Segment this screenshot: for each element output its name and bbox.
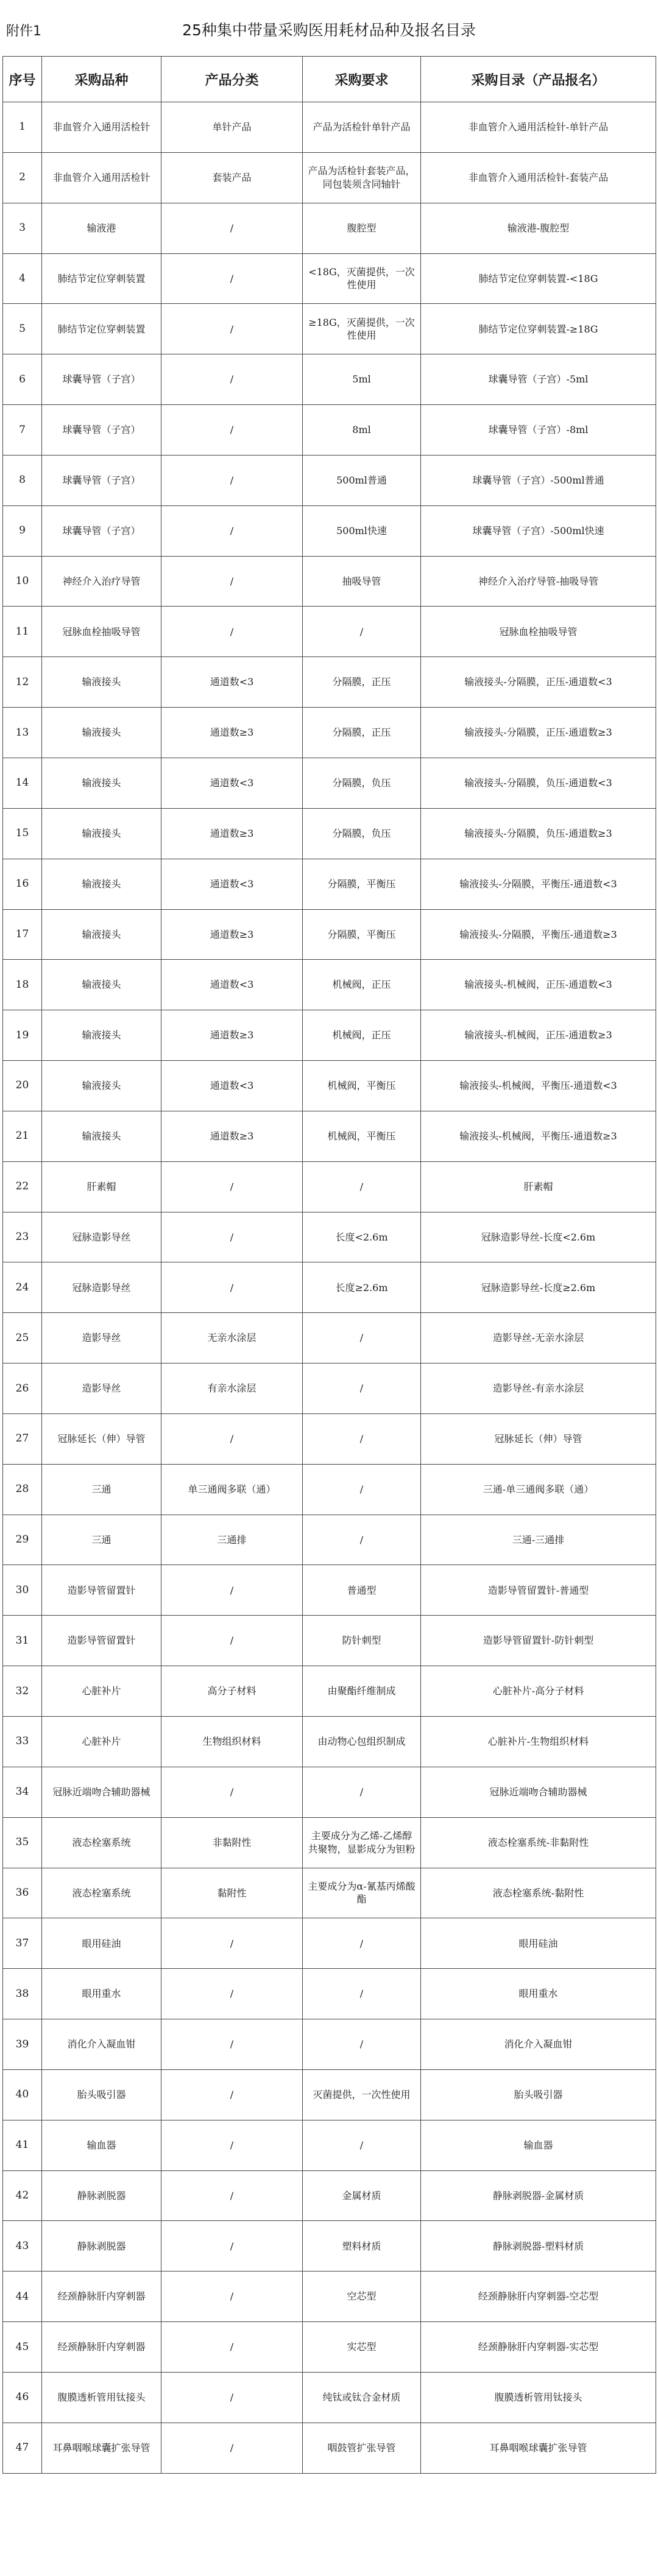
cell-requirement: 主要成分为α-氰基丙烯酸酯	[303, 1868, 421, 1918]
cell-category: /	[161, 1918, 303, 1969]
cell-index: 12	[3, 657, 42, 708]
cell-requirement: 抽吸导管	[303, 556, 421, 607]
cell-catalog: 输液港-腹腔型	[421, 203, 656, 253]
cell-catalog: 经颈静脉肝内穿刺器-空芯型	[421, 2272, 656, 2322]
cell-category: /	[161, 1212, 303, 1262]
cell-variety: 三通	[42, 1515, 161, 1565]
cell-index: 31	[3, 1616, 42, 1666]
table-row	[3, 354, 656, 405]
cell-variety: 输液接头	[42, 960, 161, 1010]
table-row	[3, 405, 656, 456]
cell-category: 有亲水涂层	[161, 1364, 303, 1414]
cell-requirement: /	[303, 1313, 421, 1364]
table-body	[3, 102, 656, 2474]
cell-category: /	[161, 405, 303, 456]
table-row	[3, 1717, 656, 1767]
cell-category: /	[161, 2120, 303, 2170]
cell-requirement: 咽鼓管扩张导管	[303, 2423, 421, 2473]
cell-index: 9	[3, 505, 42, 556]
cell-catalog: 冠脉造影导丝-长度≥2.6m	[421, 1262, 656, 1313]
table-row	[3, 1313, 656, 1364]
cell-index: 27	[3, 1413, 42, 1464]
cell-catalog: 冠脉延长（伸）导管	[421, 1413, 656, 1464]
cell-requirement: 分隔膜，负压	[303, 808, 421, 859]
table-row	[3, 556, 656, 607]
cell-category: /	[161, 253, 303, 304]
cell-category: 通道数<3	[161, 758, 303, 808]
cell-catalog: 输液接头-分隔膜，负压-通道数<3	[421, 758, 656, 808]
cell-index: 38	[3, 1969, 42, 2019]
cell-requirement: 腹腔型	[303, 203, 421, 253]
cell-catalog: 经颈静脉肝内穿刺器-实芯型	[421, 2322, 656, 2373]
cell-category: /	[161, 2322, 303, 2373]
cell-index: 17	[3, 909, 42, 960]
cell-requirement: 500ml普通	[303, 455, 421, 505]
cell-catalog: 胎头吸引器	[421, 2069, 656, 2120]
cell-category: /	[161, 607, 303, 657]
cell-variety: 肺结节定位穿刺装置	[42, 304, 161, 354]
cell-requirement: /	[303, 1767, 421, 1817]
cell-index: 46	[3, 2372, 42, 2423]
cell-catalog: 冠脉造影导丝-长度<2.6m	[421, 1212, 656, 1262]
cell-catalog: 造影导丝-无亲水涂层	[421, 1313, 656, 1364]
cell-requirement: 分隔膜，正压	[303, 657, 421, 708]
cell-requirement: 实芯型	[303, 2322, 421, 2373]
cell-index: 4	[3, 253, 42, 304]
column-header-catalog: 采购目录（产品报名）	[421, 57, 656, 102]
cell-category: /	[161, 203, 303, 253]
cell-requirement: 长度≥2.6m	[303, 1262, 421, 1313]
cell-catalog: 液态栓塞系统-非黏附性	[421, 1817, 656, 1868]
table-row	[3, 102, 656, 153]
cell-catalog: 心脏补片-高分子材料	[421, 1666, 656, 1717]
cell-requirement: 防针刺型	[303, 1616, 421, 1666]
cell-catalog: 输液接头-分隔膜，负压-通道数≥3	[421, 808, 656, 859]
cell-category: 无亲水涂层	[161, 1313, 303, 1364]
cell-catalog: 输血器	[421, 2120, 656, 2170]
cell-category: 黏附性	[161, 1868, 303, 1918]
cell-requirement: 灭菌提供，一次性使用	[303, 2069, 421, 2120]
cell-index: 33	[3, 1717, 42, 1767]
cell-index: 29	[3, 1515, 42, 1565]
cell-index: 19	[3, 1010, 42, 1061]
cell-index: 2	[3, 152, 42, 203]
cell-index: 8	[3, 455, 42, 505]
cell-category: 单针产品	[161, 102, 303, 153]
table-row	[3, 1666, 656, 1717]
cell-variety: 消化介入凝血钳	[42, 2019, 161, 2070]
cell-category: 生物组织材料	[161, 1717, 303, 1767]
table-row	[3, 2272, 656, 2322]
table-row	[3, 1868, 656, 1918]
table-row	[3, 2120, 656, 2170]
cell-requirement: 机械阀，平衡压	[303, 1111, 421, 1161]
cell-catalog: 输液接头-分隔膜，平衡压-通道数<3	[421, 859, 656, 909]
table-row	[3, 2221, 656, 2272]
cell-variety: 输液接头	[42, 1010, 161, 1061]
cell-variety: 静脉剥脱器	[42, 2170, 161, 2221]
cell-requirement: 空芯型	[303, 2272, 421, 2322]
table-row	[3, 758, 656, 808]
cell-requirement: 金属材质	[303, 2170, 421, 2221]
cell-catalog: 非血管介入通用活检针-套装产品	[421, 152, 656, 203]
cell-category: 通道数<3	[161, 859, 303, 909]
cell-category: /	[161, 1413, 303, 1464]
cell-catalog: 肺结节定位穿刺装置-<18G	[421, 253, 656, 304]
cell-category: 单三通阀多联（通）	[161, 1464, 303, 1515]
cell-index: 41	[3, 2120, 42, 2170]
cell-category: /	[161, 2170, 303, 2221]
cell-index: 23	[3, 1212, 42, 1262]
cell-index: 47	[3, 2423, 42, 2473]
cell-catalog: 输液接头-机械阀，正压-通道数≥3	[421, 1010, 656, 1061]
cell-catalog: 静脉剥脱器-塑料材质	[421, 2221, 656, 2272]
cell-category: /	[161, 354, 303, 405]
cell-catalog: 球囊导管（子宫）-8ml	[421, 405, 656, 456]
cell-variety: 输血器	[42, 2120, 161, 2170]
cell-catalog: 眼用硅油	[421, 1918, 656, 1969]
cell-catalog: 球囊导管（子宫）-500ml普通	[421, 455, 656, 505]
table-row	[3, 2170, 656, 2221]
cell-index: 36	[3, 1868, 42, 1918]
cell-requirement: 塑料材质	[303, 2221, 421, 2272]
cell-category: /	[161, 2069, 303, 2120]
cell-index: 32	[3, 1666, 42, 1717]
cell-catalog: 球囊导管（子宫）-500ml快速	[421, 505, 656, 556]
cell-catalog: 耳鼻咽喉球囊扩张导管	[421, 2423, 656, 2473]
cell-variety: 心脏补片	[42, 1717, 161, 1767]
cell-variety: 输液接头	[42, 859, 161, 909]
cell-variety: 冠脉血栓抽吸导管	[42, 607, 161, 657]
cell-variety: 输液接头	[42, 909, 161, 960]
cell-index: 43	[3, 2221, 42, 2272]
cell-requirement: 机械阀，正压	[303, 1010, 421, 1061]
cell-category: /	[161, 1767, 303, 1817]
cell-variety: 心脏补片	[42, 1666, 161, 1717]
cell-requirement: ≥18G，灭菌提供，一次性使用	[303, 304, 421, 354]
cell-category: /	[161, 2272, 303, 2322]
table-row	[3, 1767, 656, 1817]
cell-category: /	[161, 2221, 303, 2272]
cell-catalog: 冠脉近端吻合辅助器械	[421, 1767, 656, 1817]
cell-category: /	[161, 1969, 303, 2019]
table-row	[3, 2019, 656, 2070]
cell-variety: 眼用硅油	[42, 1918, 161, 1969]
cell-category: 非黏附性	[161, 1817, 303, 1868]
table-row	[3, 203, 656, 253]
cell-variety: 冠脉造影导丝	[42, 1262, 161, 1313]
cell-category: /	[161, 304, 303, 354]
cell-variety: 球囊导管（子宫）	[42, 354, 161, 405]
cell-index: 14	[3, 758, 42, 808]
cell-index: 42	[3, 2170, 42, 2221]
cell-requirement: 由聚酯纤维制成	[303, 1666, 421, 1717]
cell-requirement: 主要成分为乙烯-乙烯醇共聚物，显影成分为钽粉	[303, 1817, 421, 1868]
cell-requirement: 5ml	[303, 354, 421, 405]
table-row	[3, 152, 656, 203]
cell-index: 1	[3, 102, 42, 153]
cell-variety: 造影导管留置针	[42, 1565, 161, 1616]
cell-variety: 肝素帽	[42, 1161, 161, 1212]
cell-category: /	[161, 1161, 303, 1212]
cell-requirement: 机械阀，平衡压	[303, 1061, 421, 1111]
cell-variety: 耳鼻咽喉球囊扩张导管	[42, 2423, 161, 2473]
table-row	[3, 1817, 656, 1868]
cell-catalog: 肺结节定位穿刺装置-≥18G	[421, 304, 656, 354]
cell-variety: 冠脉延长（伸）导管	[42, 1413, 161, 1464]
cell-variety: 经颈静脉肝内穿刺器	[42, 2272, 161, 2322]
cell-catalog: 消化介入凝血钳	[421, 2019, 656, 2070]
cell-variety: 球囊导管（子宫）	[42, 405, 161, 456]
table-row	[3, 2322, 656, 2373]
annex-label: 附件1	[6, 24, 41, 39]
column-header-index: 序号	[3, 57, 42, 102]
cell-catalog: 造影导丝-有亲水涂层	[421, 1364, 656, 1414]
cell-variety: 三通	[42, 1464, 161, 1515]
cell-variety: 冠脉造影导丝	[42, 1212, 161, 1262]
cell-index: 7	[3, 405, 42, 456]
cell-category: /	[161, 505, 303, 556]
cell-catalog: 冠脉血栓抽吸导管	[421, 607, 656, 657]
cell-catalog: 三通-三通排	[421, 1515, 656, 1565]
cell-index: 30	[3, 1565, 42, 1616]
cell-category: /	[161, 1262, 303, 1313]
cell-index: 44	[3, 2272, 42, 2322]
cell-category: 三通排	[161, 1515, 303, 1565]
cell-catalog: 球囊导管（子宫）-5ml	[421, 354, 656, 405]
cell-requirement: /	[303, 1515, 421, 1565]
cell-catalog: 输液接头-分隔膜，正压-通道数<3	[421, 657, 656, 708]
cell-index: 11	[3, 607, 42, 657]
cell-index: 15	[3, 808, 42, 859]
cell-requirement: 8ml	[303, 405, 421, 456]
cell-requirement: 由动物心包组织制成	[303, 1717, 421, 1767]
cell-variety: 非血管介入通用活检针	[42, 152, 161, 203]
cell-category: 套装产品	[161, 152, 303, 203]
table-row	[3, 505, 656, 556]
cell-variety: 神经介入治疗导管	[42, 556, 161, 607]
cell-requirement: 产品为活检针套装产品，同包装须含同轴针	[303, 152, 421, 203]
table-row	[3, 1969, 656, 2019]
cell-variety: 球囊导管（子宫）	[42, 455, 161, 505]
table-row	[3, 1061, 656, 1111]
cell-index: 21	[3, 1111, 42, 1161]
cell-requirement: 机械阀，正压	[303, 960, 421, 1010]
cell-variety: 液态栓塞系统	[42, 1868, 161, 1918]
cell-variety: 造影导丝	[42, 1313, 161, 1364]
cell-requirement: /	[303, 2120, 421, 2170]
document-header	[0, 0, 658, 56]
column-header-category: 产品分类	[161, 57, 303, 102]
table-row	[3, 455, 656, 505]
cell-requirement: 500ml快速	[303, 505, 421, 556]
table-row	[3, 1616, 656, 1666]
cell-category: /	[161, 1565, 303, 1616]
cell-variety: 球囊导管（子宫）	[42, 505, 161, 556]
table-row	[3, 304, 656, 354]
table-row	[3, 2069, 656, 2120]
document-title: 25种集中带量采购医用耗材品种及报名目录	[182, 21, 476, 39]
cell-index: 26	[3, 1364, 42, 1414]
cell-catalog: 肝素帽	[421, 1161, 656, 1212]
cell-index: 45	[3, 2322, 42, 2373]
cell-catalog: 心脏补片-生物组织材料	[421, 1717, 656, 1767]
table-row	[3, 1262, 656, 1313]
cell-catalog: 输液接头-机械阀，平衡压-通道数≥3	[421, 1111, 656, 1161]
cell-variety: 经颈静脉肝内穿刺器	[42, 2322, 161, 2373]
cell-category: 通道数≥3	[161, 1010, 303, 1061]
cell-category: 通道数≥3	[161, 1111, 303, 1161]
cell-requirement: 分隔膜，正压	[303, 708, 421, 758]
cell-catalog: 腹膜透析管用钛接头	[421, 2372, 656, 2423]
cell-variety: 静脉剥脱器	[42, 2221, 161, 2272]
table-row	[3, 1413, 656, 1464]
cell-catalog: 造影导管留置针-防针刺型	[421, 1616, 656, 1666]
cell-index: 20	[3, 1061, 42, 1111]
table-row	[3, 1364, 656, 1414]
table-row	[3, 1918, 656, 1969]
cell-catalog: 静脉剥脱器-金属材质	[421, 2170, 656, 2221]
cell-catalog: 眼用重水	[421, 1969, 656, 2019]
table-row	[3, 1212, 656, 1262]
cell-index: 3	[3, 203, 42, 253]
cell-variety: 输液接头	[42, 657, 161, 708]
cell-requirement: 普通型	[303, 1565, 421, 1616]
table-row	[3, 253, 656, 304]
cell-requirement: /	[303, 1918, 421, 1969]
cell-requirement: /	[303, 2019, 421, 2070]
cell-catalog: 液态栓塞系统-黏附性	[421, 1868, 656, 1918]
table-row	[3, 1161, 656, 1212]
cell-category: /	[161, 2372, 303, 2423]
cell-index: 16	[3, 859, 42, 909]
table-row	[3, 657, 656, 708]
cell-catalog: 输液接头-分隔膜，平衡压-通道数≥3	[421, 909, 656, 960]
table-row	[3, 708, 656, 758]
cell-category: /	[161, 2423, 303, 2473]
cell-variety: 冠脉近端吻合辅助器械	[42, 1767, 161, 1817]
cell-variety: 胎头吸引器	[42, 2069, 161, 2120]
cell-index: 6	[3, 354, 42, 405]
table-row	[3, 1010, 656, 1061]
table-row	[3, 2372, 656, 2423]
cell-index: 10	[3, 556, 42, 607]
cell-requirement: /	[303, 1161, 421, 1212]
cell-requirement: /	[303, 1464, 421, 1515]
cell-variety: 输液接头	[42, 758, 161, 808]
cell-category: 通道数<3	[161, 960, 303, 1010]
cell-category: /	[161, 556, 303, 607]
cell-variety: 造影导管留置针	[42, 1616, 161, 1666]
cell-index: 34	[3, 1767, 42, 1817]
cell-catalog: 神经介入治疗导管-抽吸导管	[421, 556, 656, 607]
cell-index: 18	[3, 960, 42, 1010]
table-row	[3, 859, 656, 909]
cell-index: 40	[3, 2069, 42, 2120]
cell-index: 22	[3, 1161, 42, 1212]
cell-catalog: 非血管介入通用活检针-单针产品	[421, 102, 656, 153]
cell-requirement: <18G，灭菌提供，一次性使用	[303, 253, 421, 304]
procurement-catalog-table	[2, 56, 656, 2474]
cell-category: /	[161, 1616, 303, 1666]
table-row	[3, 1111, 656, 1161]
cell-category: 高分子材料	[161, 1666, 303, 1717]
table-row	[3, 1565, 656, 1616]
cell-category: /	[161, 2019, 303, 2070]
cell-category: 通道数<3	[161, 657, 303, 708]
cell-requirement: 产品为活检针单针产品	[303, 102, 421, 153]
cell-index: 25	[3, 1313, 42, 1364]
cell-requirement: 纯钛或钛合金材质	[303, 2372, 421, 2423]
cell-category: 通道数≥3	[161, 708, 303, 758]
cell-catalog: 输液接头-分隔膜，正压-通道数≥3	[421, 708, 656, 758]
cell-category: /	[161, 455, 303, 505]
cell-variety: 腹膜透析管用钛接头	[42, 2372, 161, 2423]
table-row	[3, 1515, 656, 1565]
cell-requirement: /	[303, 1413, 421, 1464]
cell-requirement: /	[303, 607, 421, 657]
cell-catalog: 三通-单三通阀多联（通）	[421, 1464, 656, 1515]
cell-variety: 输液接头	[42, 1111, 161, 1161]
table-header-row	[3, 57, 656, 102]
cell-variety: 输液接头	[42, 808, 161, 859]
cell-variety: 输液接头	[42, 708, 161, 758]
cell-variety: 液态栓塞系统	[42, 1817, 161, 1868]
cell-index: 39	[3, 2019, 42, 2070]
table-row	[3, 909, 656, 960]
cell-index: 5	[3, 304, 42, 354]
cell-requirement: 分隔膜，负压	[303, 758, 421, 808]
cell-variety: 输液港	[42, 203, 161, 253]
cell-variety: 非血管介入通用活检针	[42, 102, 161, 153]
table-row	[3, 808, 656, 859]
cell-index: 37	[3, 1918, 42, 1969]
cell-requirement: 长度<2.6m	[303, 1212, 421, 1262]
cell-requirement: /	[303, 1364, 421, 1414]
cell-catalog: 造影导管留置针-普通型	[421, 1565, 656, 1616]
cell-variety: 肺结节定位穿刺装置	[42, 253, 161, 304]
cell-requirement: /	[303, 1969, 421, 2019]
column-header-requirement: 采购要求	[303, 57, 421, 102]
cell-catalog: 输液接头-机械阀，正压-通道数<3	[421, 960, 656, 1010]
cell-requirement: 分隔膜，平衡压	[303, 909, 421, 960]
cell-requirement: 分隔膜，平衡压	[303, 859, 421, 909]
cell-catalog: 输液接头-机械阀，平衡压-通道数<3	[421, 1061, 656, 1111]
cell-category: 通道数<3	[161, 1061, 303, 1111]
table-row	[3, 607, 656, 657]
cell-index: 28	[3, 1464, 42, 1515]
cell-variety: 造影导丝	[42, 1364, 161, 1414]
column-header-variety: 采购品种	[42, 57, 161, 102]
cell-variety: 输液接头	[42, 1061, 161, 1111]
cell-variety: 眼用重水	[42, 1969, 161, 2019]
cell-index: 24	[3, 1262, 42, 1313]
cell-category: 通道数≥3	[161, 808, 303, 859]
cell-index: 35	[3, 1817, 42, 1868]
cell-index: 13	[3, 708, 42, 758]
cell-category: 通道数≥3	[161, 909, 303, 960]
table-row	[3, 2423, 656, 2473]
table-row	[3, 960, 656, 1010]
table-row	[3, 1464, 656, 1515]
